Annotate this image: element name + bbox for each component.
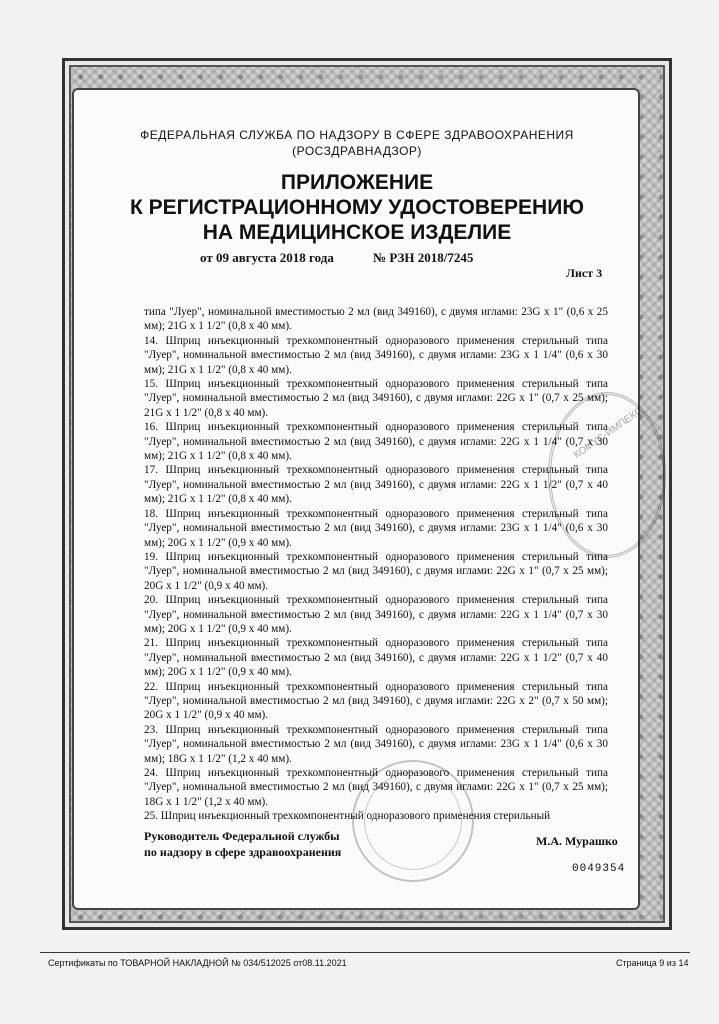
document-title [92, 170, 622, 245]
company-stamp-text: КОМУС-ИМПЕКС [572, 405, 645, 462]
authority-name: ФЕДЕРАЛЬНАЯ СЛУЖБА ПО НАДЗОРУ В СФЕРЕ ЗДРАВООХРАНЕНИЯ [140, 128, 574, 142]
list-item: 23. Шприц инъекционный трехкомпонентный одноразового применения стерильный типа "Луер", номинальной вместимостью 2 мл (вид 349160), с двумя иглами: 23G x 1 1/4" (0,6 x 30 мм); 18G x 1 1/2" (1,2 x 40 мм). [144, 723, 608, 765]
list-item: 20. Шприц инъекционный трехкомпонентный одноразового применения стерильный типа "Луер", номинальной вместимостью 2 мл (вид 349160), с двумя иглами: 22G x 1 1/4" (0,7 x 30 мм); 20G x 1 1/2" (0,9 x 40 мм). [144, 594, 608, 635]
registration-line [200, 250, 473, 266]
page-counter: Страница 9 из 14 [616, 958, 689, 968]
signatory-title-line-1: Руководитель Федеральной службы [144, 829, 340, 843]
device-list [144, 305, 608, 824]
form-serial-number: 0049354 [572, 863, 626, 875]
authority-abbrev: (РОСЗДРАВНАДЗОР) [292, 144, 422, 158]
signatory-name: М.А. Мурашко [536, 834, 618, 848]
issuing-authority [92, 127, 622, 159]
title-line-3: НА МЕДИЦИНСКОЕ ИЗДЕЛИЕ [202, 221, 512, 244]
registration-number: № РЗН 2018/7245 [373, 250, 474, 265]
list-item: 25. Шприц инъекционный трехкомпонентный одноразового применения стерильный [144, 810, 551, 823]
list-item: 24. Шприц инъекционный трехкомпонентный одноразового применения стерильный типа "Луер", номинальной вместимостью 2 мл (вид 349160), с двумя иглами: 22G x 1" (0,7 x 25 мм); 18G x 1 1/2" (1,2 x 40 мм). [144, 767, 608, 808]
signatory-title-line-2: по надзору в сфере здравоохранения [144, 845, 342, 859]
official-seal [352, 760, 474, 882]
list-item: типа "Луер", номинальной вместимостью 2 мл (вид 349160), с двумя иглами: 23G x 1" (0,6 x 25 мм); 21G x 1 1/2" (0,8 x 40 мм). [144, 306, 608, 333]
list-item: 22. Шприц инъекционный трехкомпонентный одноразового применения стерильный типа "Луер", номинальной вместимостью 2 мл (вид 349160), с двумя иглами: 22G x 2" (0,7 x 50 мм); 20G x 1 1/2" (0,9 x 40 мм). [144, 680, 608, 722]
list-item: 17. Шприц инъекционный трехкомпонентный одноразового применения стерильный типа "Луер", номинальной вместимостью 2 мл (вид 349160), с двумя иглами: 22G x 1 1/2" (0,7 x 40 мм); 21G x 1 1/2" (0,8 x 40 мм). [144, 464, 608, 506]
list-item: 19. Шприц инъекционный трехкомпонентный одноразового применения стерильный типа "Луер", номинальной вместимостью 2 мл (вид 349160), с двумя иглами: 22G x 1" (0,7 x 25 мм); 20G x 1 1/2" (0,9 x 40 мм). [144, 550, 608, 592]
footer-note: Сертификаты по ТОВАРНОЙ НАКЛАДНОЙ № 034/512025 от08.11.2021 [48, 958, 347, 968]
company-stamp [548, 392, 666, 558]
official-seal-ring [364, 772, 462, 870]
registration-date: от 09 августа 2018 года [200, 250, 334, 265]
list-item: 15. Шприц инъекционный трехкомпонентный одноразового применения стерильный типа "Луер", номинальной вместимостью 2 мл (вид 349160), с двумя иглами: 22G x 1" (0,7 x 25 мм); 21G x 1 1/2" (0,8 x 40 мм). [144, 378, 608, 419]
list-item: 21. Шприц инъекционный трехкомпонентный одноразового применения стерильный типа "Луер", номинальной вместимостью 2 мл (вид 349160), с двумя иглами: 22G x 1 1/2" (0,7 x 40 мм); 20G x 1 1/2" (0,9 x 40 мм). [144, 637, 608, 679]
title-line-1: ПРИЛОЖЕНИЕ [280, 171, 434, 194]
sheet-number: Лист 3 [566, 266, 603, 280]
signatory-title [144, 828, 341, 860]
list-item: 14. Шприц инъекционный трехкомпонентный одноразового применения стерильный типа "Луер", номинальной вместимостью 2 мл (вид 349160), с двумя иглами: 23G x 1 1/4" (0,6 x 30 мм); 21G x 1 1/2" (0,8 x 40 мм). [144, 334, 608, 376]
footer-divider [40, 952, 690, 953]
title-line-2: К РЕГИСТРАЦИОННОМУ УДОСТОВЕРЕНИЮ [130, 196, 584, 219]
list-item: 16. Шприц инъекционный трехкомпонентный одноразового применения стерильный типа "Луер", номинальной вместимостью 2 мл (вид 349160), с двумя иглами: 22G x 1 1/4" (0,7 x 30 мм); 21G x 1 1/2" (0,8 x 40 мм). [144, 421, 608, 463]
list-item: 18. Шприц инъекционный трехкомпонентный одноразового применения стерильный типа "Луер", номинальной вместимостью 2 мл (вид 349160), с двумя иглами: 23G x 1 1/4" (0,6 x 30 мм); 20G x 1 1/2" (0,9 x 40 мм). [144, 507, 608, 549]
